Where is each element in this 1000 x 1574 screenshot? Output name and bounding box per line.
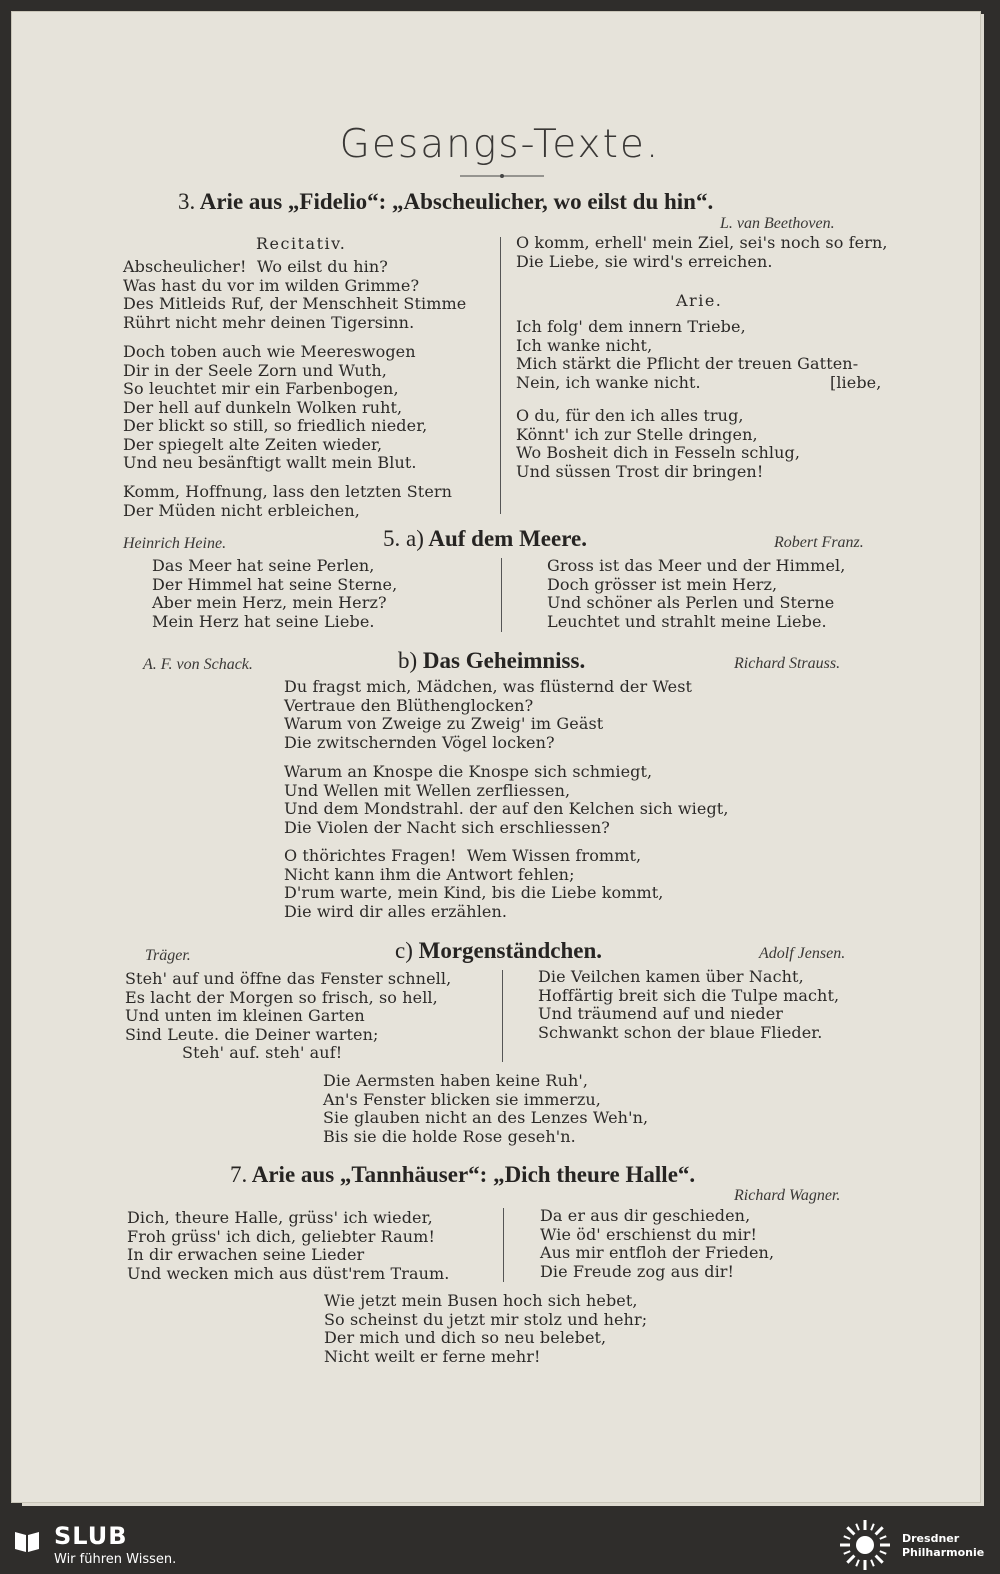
section-number: 7. (230, 1162, 248, 1187)
section-number: 5. (383, 526, 401, 551)
composer: Robert Franz. (774, 534, 864, 551)
section-7-heading (230, 1162, 695, 1188)
stanza: O du, für den ich alles trug, Könnt' ich zur Stelle dringen, Wo Bosheit dich in Fesseln schlug, Und süssen Trost dir bringen! (516, 406, 801, 481)
composer: Richard Strauss. (734, 655, 841, 672)
sunburst-icon (838, 1518, 892, 1572)
stanza: Da er aus dir geschieden, Wie öd' erschienst du mir! Aus mir entfloh der Frieden, Die Freude zog aus dir! (540, 1206, 775, 1281)
brand-name: SLUB (54, 1522, 128, 1550)
stanza: Komm, Hoffnung, lass den letzten Stern Der Müden nicht erbleichen, (123, 482, 453, 520)
poet: A. F. von Schack. (143, 656, 253, 673)
poet: Heinrich Heine. (123, 535, 227, 552)
subsection-letter: c) (395, 938, 413, 963)
section-title: Morgenständchen. (418, 938, 602, 963)
column-divider (500, 237, 501, 514)
column-divider (503, 1208, 504, 1282)
brand-tagline: Wir führen Wissen. (54, 1552, 177, 1567)
section-title: Arie aus „Tannhäuser“: „Dich theure Halle“. (251, 1162, 696, 1187)
section-title: Auf dem Meere. (428, 526, 587, 551)
viewer-footer (0, 1518, 1000, 1574)
recitativ-label: Recitativ. (256, 234, 347, 253)
section-title: Arie aus „Fidelio“: „Abscheulicher, wo eilst du hin“. (199, 189, 714, 214)
subsection-letter: b) (398, 648, 418, 673)
stanza: Gross ist das Meer und der Himmel, Doch grösser ist mein Herz, Und schöner als Perlen und Sterne Leuchtet und strahlt meine Liebe. (547, 556, 846, 631)
book-icon (12, 1526, 42, 1556)
composer: L. van Beethoven. (720, 215, 835, 232)
stanza: O thörichtes Fragen! Wem Wissen frommt, Nicht kann ihm die Antwort fehlen; D'rum warte, mein Kind, bis die Liebe kommt, Die wird dir alles erzählen. (284, 846, 664, 921)
stanza: Die Aermsten haben keine Ruh', An's Fenster blicken sie immerzu, Sie glauben nicht an des Lenzes Weh'n, Bis sie die holde Rose geseh'n. (323, 1071, 649, 1146)
column-divider (502, 970, 503, 1062)
stanza: Du fragst mich, Mädchen, was flüsternd der West Vertraue den Blüthenglocken? Warum von Zweige zu Zweig' im Geäst Die zwitschernden Vögel locken? (284, 677, 693, 752)
section-number: 3. (178, 189, 196, 214)
partner-name: Dresdner Philharmonie (902, 1532, 985, 1559)
column-divider (501, 558, 502, 632)
poet: Träger. (145, 947, 191, 964)
stanza: Doch toben auch wie Meereswogen Dir in der Seele Zorn und Wuth, So leuchtet mir ein Farbenbogen, Der hell auf dunkeln Wolken ruht, Der blickt so still, so friedlich nieder, Der spiegelt alte Zeiten wieder, Und neu besänftigt wallt mein Blut. (123, 342, 428, 472)
stanza: Dich, theure Halle, grüss' ich wieder, Froh grüss' ich dich, geliebter Raum! In dir erwachen seine Lieder Und wecken mich aus düst'rem Traum. (127, 1208, 450, 1283)
arie-label: Arie. (676, 291, 723, 310)
stanza: Ich folg' dem innern Triebe, Ich wanke nicht, Mich stärkt die Pflicht der treuen Gatten- Nein, ich wanke nicht. (516, 317, 859, 392)
line-continuation: [liebe, (830, 373, 882, 392)
section-5a-heading (383, 526, 587, 552)
stanza: Das Meer hat seine Perlen, Der Himmel hat seine Sterne, Aber mein Herz, mein Herz? Mein Herz hat seine Liebe. (152, 556, 398, 631)
title-ornament (460, 173, 544, 179)
subsection-letter: a) (406, 526, 424, 551)
page-title: Gesangs-Texte. (339, 122, 661, 167)
composer: Adolf Jensen. (759, 945, 846, 962)
section-3-heading (178, 189, 713, 215)
section-5c-heading (395, 938, 602, 964)
stanza: O komm, erhell' mein Ziel, sei's noch so fern, Die Liebe, sie wird's erreichen. (516, 233, 888, 271)
stanza: Abscheulicher! Wo eilst du hin? Was hast du vor im wilden Grimme? Des Mitleids Ruf, der Menschheit Stimme Rührt nicht mehr deinen Tigersinn. (123, 257, 467, 332)
composer: Richard Wagner. (734, 1187, 841, 1204)
section-title: Das Geheimniss. (422, 648, 586, 673)
section-5b-heading (398, 648, 585, 674)
stanza: Steh' auf und öffne das Fenster schnell, Es lacht der Morgen so frisch, so hell, Und unten im kleinen Garten Sind Leute. die Deiner warten; Steh' auf. steh' auf! (125, 969, 452, 1062)
stanza: Die Veilchen kamen über Nacht, Hoffärtig breit sich die Tulpe macht, Und träumend auf und nieder Schwankt schon der blaue Flieder. (538, 967, 840, 1042)
stanza: Wie jetzt mein Busen hoch sich hebet, So scheinst du jetzt mir stolz und hehr; Der mich und dich so neu belebet, Nicht weilt er ferne mehr! (324, 1291, 648, 1366)
stanza: Warum an Knospe die Knospe sich schmiegt, Und Wellen mit Wellen zerfliessen, Und dem Mondstrahl. der auf den Kelchen sich wiegt, Die Violen der Nacht sich erschliessen? (284, 762, 729, 837)
